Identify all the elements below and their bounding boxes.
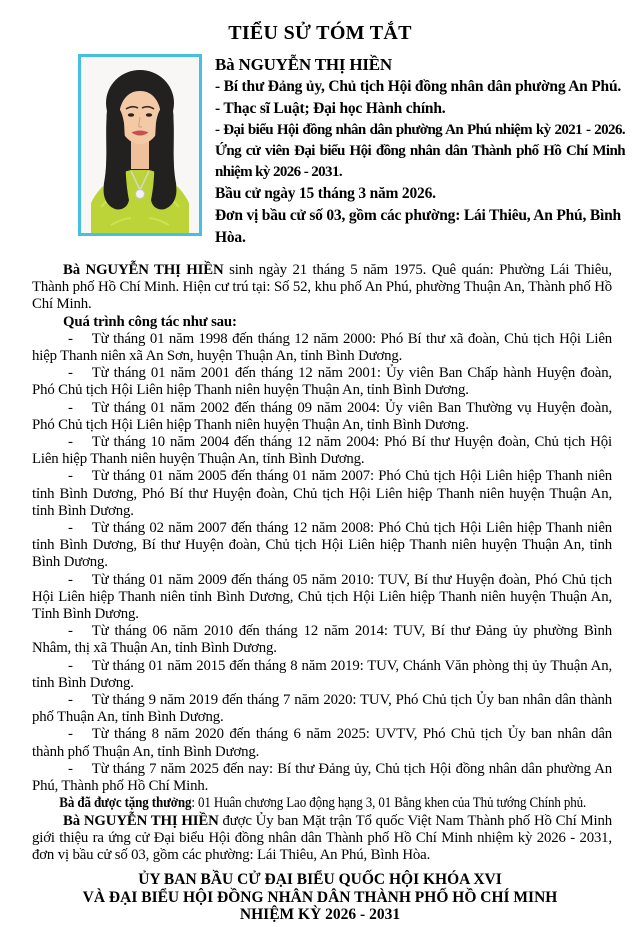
- career-item: [32, 623, 612, 657]
- career-item-dash: -: [68, 330, 73, 347]
- career-item-dash: -: [68, 434, 73, 451]
- footer-line-1: ỦY BAN BẦU CỬ ĐẠI BIỂU QUỐC HỘI KHÓA XVI: [138, 871, 502, 889]
- career-item: [32, 400, 612, 434]
- bio-intro-name: Bà NGUYỄN THỊ HIỀN: [63, 262, 224, 278]
- career-item-dash: -: [68, 365, 73, 382]
- career-list: [32, 331, 612, 795]
- header-line-position: - Bí thư Đảng ủy, Chủ tịch Hội đồng nhân dân phường An Phú.: [215, 78, 622, 95]
- career-item-text: Từ tháng 01 năm 2001 đến tháng 12 năm 2001: Ủy viên Ban Chấp hành Huyện đoàn, Phó Chủ tịch Hội Liên hiệp Thanh niên huyện Thuận An, tỉnh Bình Dương.: [32, 365, 612, 399]
- career-item-dash: -: [68, 657, 73, 674]
- career-item: [32, 692, 612, 726]
- career-heading: Quá trình công tác như sau:: [63, 313, 237, 330]
- career-item-text: Từ tháng 8 năm 2020 đến tháng 6 năm 2025: UVTV, Phó Chủ tịch Ủy ban nhân dân thành phố Thuận An, tỉnh Bình Dương.: [32, 726, 612, 760]
- career-item-text: Từ tháng 9 năm 2019 đến tháng 7 năm 2020: TUV, Phó Chủ tịch Ủy ban nhân dân thành phố Thuận An, tỉnh Bình Dương.: [32, 692, 612, 726]
- career-item-dash: -: [68, 760, 73, 777]
- career-item-dash: -: [68, 623, 73, 640]
- election-committee-footer: [0, 871, 640, 924]
- header-line-candidacy: - Đại biểu Hội đồng nhân dân phường An Phú nhiệm kỳ 2021 - 2026. Ứng cử viên Đại biểu Hội đồng nhân dân Thành phố Hồ Chí Minh nhiệm kỳ 2026 - 2031.: [215, 122, 625, 180]
- career-item-text: Từ tháng 01 năm 2002 đến tháng 09 năm 2004: Ủy viên Ban Thường vụ Huyện đoàn, Phó Chủ tịch Hội Liên hiệp Thanh niên huyện Thuận An, tỉnh Bình Dương.: [32, 399, 612, 433]
- candidate-photo: [78, 54, 202, 236]
- bio-intro-paragraph: [32, 262, 612, 314]
- career-item-dash: -: [68, 468, 73, 485]
- candidate-name: Bà NGUYỄN THỊ HIỀN: [215, 55, 392, 74]
- portrait-image: [81, 57, 199, 233]
- career-item-dash: -: [68, 726, 73, 743]
- career-item: [32, 520, 612, 572]
- footer-line-3: NHIỆM KỲ 2026 - 2031: [239, 906, 401, 924]
- career-item-text: Từ tháng 06 năm 2010 đến tháng 12 năm 2014: TUV, Bí thư Đảng ủy phường Bình Nhâm, thị xã Thuận An, tỉnh Bình Dương.: [32, 623, 612, 657]
- header-line-election-date: Bầu cử ngày 15 tháng 3 năm 2026.: [215, 185, 436, 202]
- awards-paragraph: [32, 795, 613, 812]
- career-item: [32, 468, 612, 520]
- career-item-dash: -: [68, 692, 73, 709]
- career-item-dash: -: [68, 571, 73, 588]
- header-text-block: [215, 54, 625, 249]
- career-item: [32, 434, 612, 468]
- nomination-text: được Ủy ban Mặt trận Tổ quốc Việt Nam Thành phố Hồ Chí Minh giới thiệu ra ứng cử Đại biểu Hội đồng nhân dân Thành phố Hồ Chí Minh nhiệm kỳ 2026 - 2031, đơn vị bầu cử số 03, gồm các phường: Lái Thiêu, An Phú, Bình Hòa.: [32, 812, 612, 863]
- career-item: [32, 365, 612, 399]
- awards-label: Bà đã được tặng thưởng: [59, 795, 192, 812]
- career-item-text: Từ tháng 02 năm 2007 đến tháng 12 năm 2008: Phó Chủ tịch Hội Liên hiệp Thanh niên tỉnh Bình Dương, Bí thư Huyện đoàn, Chủ tịch Hội Liên hiệp Thanh niên huyện Thuận An, tỉnh Bình Dương.: [32, 520, 612, 571]
- career-item: [32, 658, 612, 692]
- header-line-election-unit: Đơn vị bầu cử số 03, gồm các phường: Lái Thiêu, An Phú, Bình Hòa.: [215, 207, 621, 246]
- career-item-text: Từ tháng 01 năm 2009 đến tháng 05 năm 2010: TUV, Bí thư Huyện đoàn, Phó Chủ tịch Hội Liên hiệp Thanh niên tỉnh Bình Dương, Chủ tịch Hội Liên hiệp Thanh niên huyện Thuận An, Tỉnh Bình Dương.: [32, 571, 612, 623]
- career-item-text: Từ tháng 01 năm 2015 đến tháng 8 năm 2019: TUV, Chánh Văn phòng thị ủy Thuận An, tỉnh Bình Dương.: [32, 657, 612, 691]
- career-item-text: Từ tháng 01 năm 1998 đến tháng 12 năm 2000: Phó Bí thư xã đoàn, Chủ tịch Hội Liên hiệp Thanh niên xã An Sơn, huyện Thuận An, tỉnh Bình Dương.: [32, 330, 612, 365]
- bio-intro-text: sinh ngày 21 tháng 5 năm 1975. Quê quán: Phường Lái Thiêu, Thành phố Hồ Chí Minh. Hiện cư trú tại: Số 52, khu phố An Phú, phường Thuận An, Thành phố Hồ Chí Minh.: [32, 262, 612, 313]
- career-item-dash: -: [68, 399, 73, 416]
- career-item: [32, 572, 612, 624]
- career-item-text: Từ tháng 01 năm 2005 đến tháng 01 năm 2007: Phó Chủ tịch Hội Liên hiệp Thanh niên tỉnh Bình Dương, Phó Bí thư Huyện đoàn, Chủ tịch Hội Liên hiệp Thanh niên huyện Thuận An, tỉnh Bình Dương.: [32, 468, 612, 519]
- biography-document-page: [0, 22, 640, 927]
- career-item-dash: -: [68, 520, 73, 537]
- career-item-text: Từ tháng 7 năm 2025 đến nay: Bí thư Đảng ủy, Chủ tịch Hội đồng nhân dân phường An Phú, Thành phố Hồ Chí Minh.: [32, 760, 612, 795]
- nomination-name: Bà NGUYỄN THỊ HIỀN: [63, 812, 219, 829]
- page-title: TIỂU SỬ TÓM TẮT: [228, 22, 412, 44]
- footer-line-2: VÀ ĐẠI BIỂU HỘI ĐỒNG NHÂN DÂN THÀNH PHỐ HỒ CHÍ MINH: [82, 888, 558, 906]
- biography-body: [0, 262, 640, 864]
- career-item: [32, 331, 612, 365]
- header-section: [0, 45, 640, 249]
- career-item: [32, 726, 612, 760]
- nomination-paragraph: [32, 813, 612, 865]
- header-line-education: - Thạc sĩ Luật; Đại học Hành chính.: [215, 100, 446, 117]
- awards-text: : 01 Huân chương Lao động hạng 3, 01 Bằng khen của Thủ tướng Chính phủ.: [191, 795, 587, 812]
- career-item-text: Từ tháng 10 năm 2004 đến tháng 12 năm 2004: Phó Bí thư Huyện đoàn, Chủ tịch Hội Liên hiệp Thanh niên huyện Thuận An, tỉnh Bình Dương.: [32, 434, 612, 468]
- career-item: [32, 761, 612, 795]
